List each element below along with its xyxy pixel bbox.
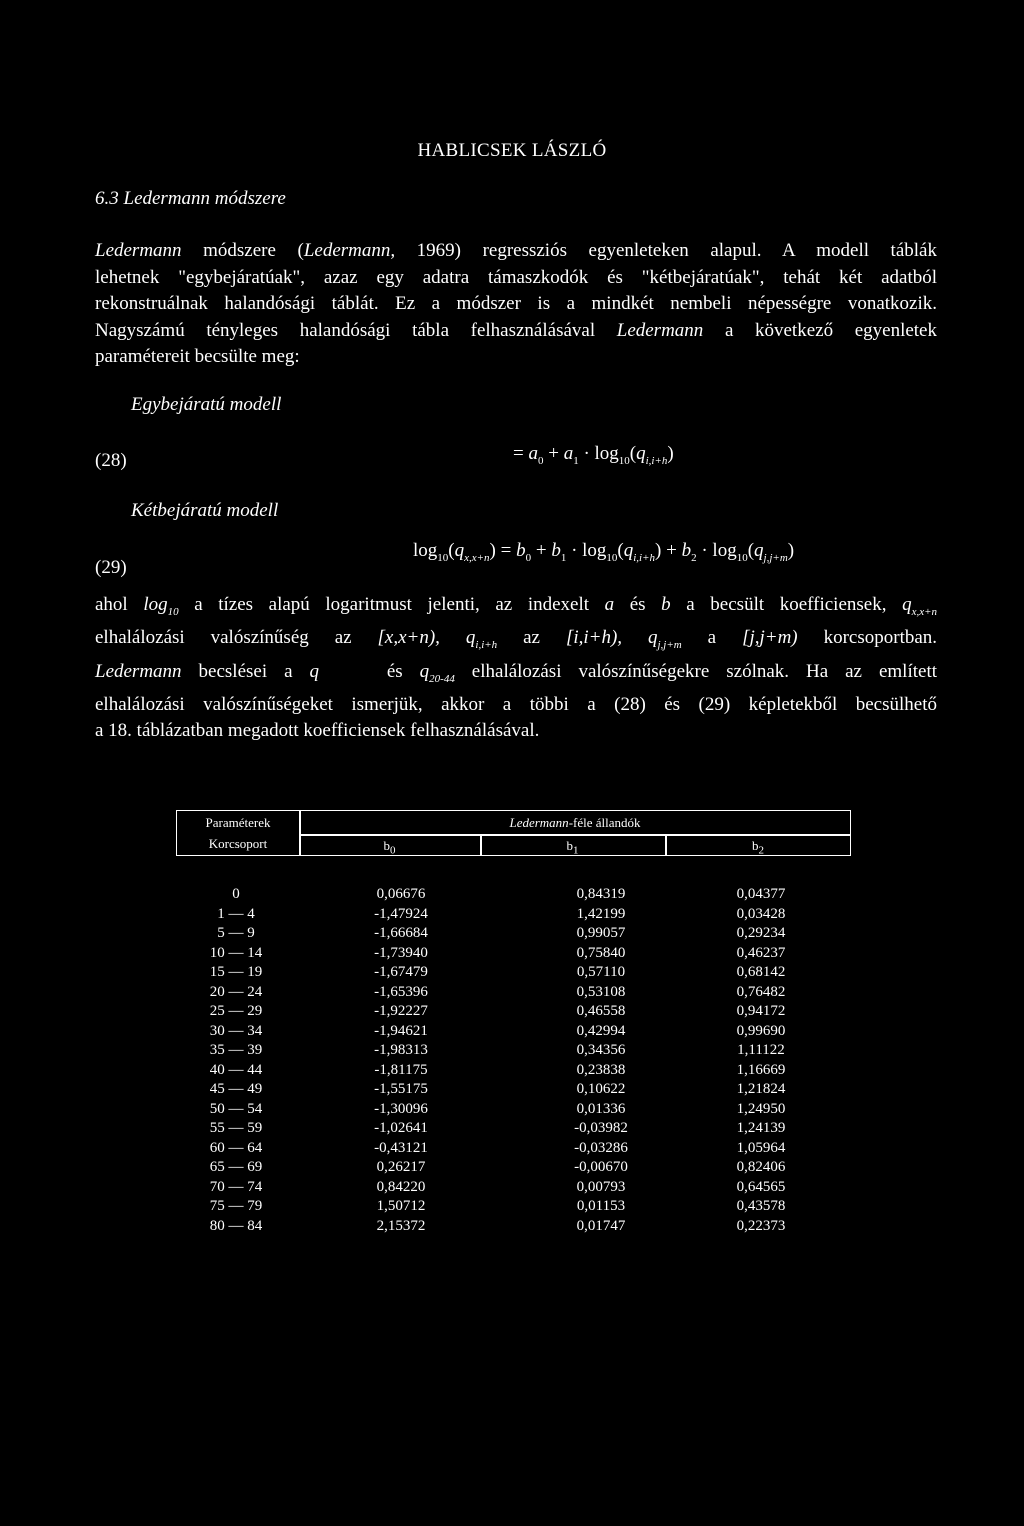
table-row <box>176 1159 851 1179</box>
table-row <box>176 945 851 965</box>
explanation-line-2: elhalálozási valószínűség az [x,x+n), $q_{i,i+h}$ az [i,i+h), $q_{j,j+m}$ a [j,j+m) korcsoportban. <box>95 627 938 652</box>
equation-number-28: (28) <box>95 450 127 471</box>
table-row <box>176 1218 851 1238</box>
model2-title: Kétbejáratú modell <box>131 500 279 521</box>
cell-age: 10 — 14 <box>209 944 263 961</box>
cell-b0: 0,06676 <box>376 886 426 902</box>
table-row <box>176 964 851 984</box>
cell-b0: -1,81175 <box>374 1061 428 1078</box>
header-age-group: Korcsoport <box>208 836 268 851</box>
cell-b2: 0,99690 <box>736 1022 786 1039</box>
cell-b0: -1,02641 <box>374 1120 428 1136</box>
header-b1: $b_1$ <box>566 838 579 857</box>
cell-age: 20 — 24 <box>209 983 263 1000</box>
cell-b2: 1,16669 <box>736 1061 786 1078</box>
cell-b1: 0,42994 <box>576 1022 626 1039</box>
intro-line-3: rekonstruálnak halandósági táblát. Ez a módszer is a mindkét nembeli népességre vonatkozik. <box>95 293 937 314</box>
intro-line-2: lehetnek "egybejáratúak", azaz egy adatra támaszkodók és "kétbejáratúak", tehát két adatból <box>95 266 937 288</box>
table-row <box>176 1179 851 1199</box>
cell-b0: 1,50712 <box>376 1198 426 1214</box>
cell-b1: 0,34356 <box>576 1042 626 1058</box>
section-title: 6.3 Ledermann módszere <box>95 188 286 209</box>
table-row <box>176 1042 851 1062</box>
cell-b1: 0,99057 <box>576 925 626 941</box>
equation-28: = $a_0 + a_1 \cdot \log_{10}(q_{i,i+h})$ <box>513 443 674 467</box>
cell-b2: 0,64565 <box>736 1178 786 1195</box>
cell-b0: -1,55175 <box>374 1081 428 1097</box>
cell-b0: 0,84220 <box>376 1178 426 1195</box>
cell-b2: 0,82406 <box>736 1159 786 1175</box>
cell-b1: 0,46558 <box>576 1003 626 1019</box>
cell-b1: 0,23838 <box>576 1061 626 1078</box>
cell-age: 60 — 64 <box>209 1139 263 1156</box>
cell-b2: 1,21824 <box>736 1081 786 1097</box>
explanation-line-4: elhalálozási valószínűségeket ismerjük, akkor a többi a (28) és (29) képletekből becsülhető <box>95 693 937 715</box>
cell-b0: -1,94621 <box>374 1022 428 1039</box>
cell-b0: 0,26217 <box>376 1159 426 1175</box>
equation-29: $\log_{10}(q_{x,x+n}) = b_0 + b_1 \cdot \log_{10}(q_{i,i+h}) + b_2 \cdot \log_{10}(q_{j,j+m})$ <box>413 540 795 564</box>
cell-b1: 0,75840 <box>576 944 626 961</box>
table-row <box>176 1062 851 1082</box>
cell-b1: 0,84319 <box>576 886 626 902</box>
cell-b2: 0,04377 <box>736 886 786 902</box>
cell-b2: 0,43578 <box>736 1198 786 1214</box>
cell-age: 40 — 44 <box>209 1061 263 1078</box>
explanation-line-5: a 18. táblázatban megadott koefficiensek felhasználásával. <box>95 720 540 742</box>
cell-b2: 1,11122 <box>737 1042 785 1058</box>
cell-b2: 1,24139 <box>736 1120 786 1136</box>
cell-age: 5 — 9 <box>217 925 255 941</box>
cell-b2: 0,29234 <box>736 925 786 941</box>
table-row <box>176 1023 851 1043</box>
cell-b0: -1,73940 <box>374 944 428 961</box>
table-row <box>176 1140 851 1160</box>
cell-b1: 0,57110 <box>576 964 626 980</box>
cell-b2: 1,05964 <box>736 1139 786 1156</box>
cell-b1: 1,42199 <box>576 905 626 922</box>
table-row <box>176 1120 851 1140</box>
cell-b0: 2,15372 <box>376 1217 426 1234</box>
cell-b1: 0,01336 <box>576 1100 626 1117</box>
cell-age: 70 — 74 <box>209 1178 263 1195</box>
cell-b1: 0,53108 <box>576 983 626 1000</box>
cell-b2: 0,46237 <box>736 944 786 961</box>
cell-b0: -1,47924 <box>374 905 428 922</box>
cell-age: 0 <box>232 886 240 902</box>
cell-b0: -1,92227 <box>374 1003 428 1019</box>
cell-b1: 0,01747 <box>576 1217 626 1234</box>
cell-b1: 0,01153 <box>576 1198 626 1214</box>
table-row <box>176 925 851 945</box>
cell-age: 1 — 4 <box>217 905 255 922</box>
cell-age: 30 — 34 <box>209 1022 263 1039</box>
explanation-line-3: Ledermann becslései a q és $q_{20-44}$ elhalálozási valószínűségekre szólnak. Ha az említett <box>95 660 937 685</box>
intro-line-1: Ledermann módszere (Ledermann, 1969) regressziós egyenleteken alapul. A modell táblák <box>95 240 937 261</box>
table-row <box>176 886 851 906</box>
table-header <box>176 810 851 856</box>
cell-age: 80 — 84 <box>209 1217 263 1234</box>
cell-age: 50 — 54 <box>209 1100 263 1117</box>
header-constants: Ledermann-féle állandók <box>509 815 641 830</box>
table-body <box>176 886 851 1237</box>
table-row <box>176 1081 851 1101</box>
cell-b2: 0,22373 <box>736 1217 786 1234</box>
table-row <box>176 1003 851 1023</box>
cell-b2: 0,68142 <box>736 964 786 980</box>
cell-b0: -1,67479 <box>374 964 428 980</box>
explanation-line-1: ahol $\log_{10} a$ tízes alapú logaritmust jelenti, az indexelt a és b a becsült koefficiensek, $q_{x,x+n}$ <box>95 594 938 618</box>
cell-age: 45 — 49 <box>209 1081 263 1097</box>
intro-paragraph <box>95 238 937 371</box>
table-row <box>176 1198 851 1218</box>
cell-b0: -1,66684 <box>374 925 428 941</box>
header-parameters: Paraméterek <box>205 815 271 830</box>
cell-b1: -0,00670 <box>574 1159 628 1175</box>
cell-age: 35 — 39 <box>209 1042 263 1058</box>
table-row <box>176 906 851 926</box>
equation-number-29: (29) <box>95 557 127 578</box>
cell-b1: 0,10622 <box>576 1081 626 1097</box>
intro-line-4: Nagyszámú tényleges halandósági tábla felhasználásával Ledermann a következő egyenletek <box>95 319 937 341</box>
cell-b2: 0,94172 <box>736 1003 786 1019</box>
explanation-paragraph <box>95 592 937 745</box>
cell-b0: -1,30096 <box>374 1100 428 1117</box>
table-row <box>176 1101 851 1121</box>
cell-b2: 1,24950 <box>736 1100 786 1117</box>
cell-age: 25 — 29 <box>209 1003 263 1019</box>
cell-age: 55 — 59 <box>209 1120 263 1136</box>
cell-b1: -0,03286 <box>574 1139 628 1156</box>
cell-b1: 0,00793 <box>576 1178 626 1195</box>
cell-b0: -1,65396 <box>374 983 428 1000</box>
intro-line-5: paramétereit becsülte meg: <box>95 346 300 367</box>
page-header: HABLICSEK LÁSZLÓ <box>417 140 607 161</box>
header-b2: $b_2$ <box>752 838 764 857</box>
cell-age: 65 — 69 <box>209 1159 263 1175</box>
model1-title: Egybejáratú modell <box>131 394 282 415</box>
cell-b1: -0,03982 <box>574 1120 628 1136</box>
table-row <box>176 984 851 1004</box>
cell-b2: 0,76482 <box>736 983 786 1000</box>
cell-b2: 0,03428 <box>736 905 786 922</box>
cell-b0: -0,43121 <box>374 1139 428 1156</box>
cell-age: 75 — 79 <box>209 1198 263 1214</box>
cell-age: 15 — 19 <box>209 964 263 980</box>
cell-b0: -1,98313 <box>374 1042 428 1058</box>
header-b0: $b_0$ <box>383 838 396 857</box>
